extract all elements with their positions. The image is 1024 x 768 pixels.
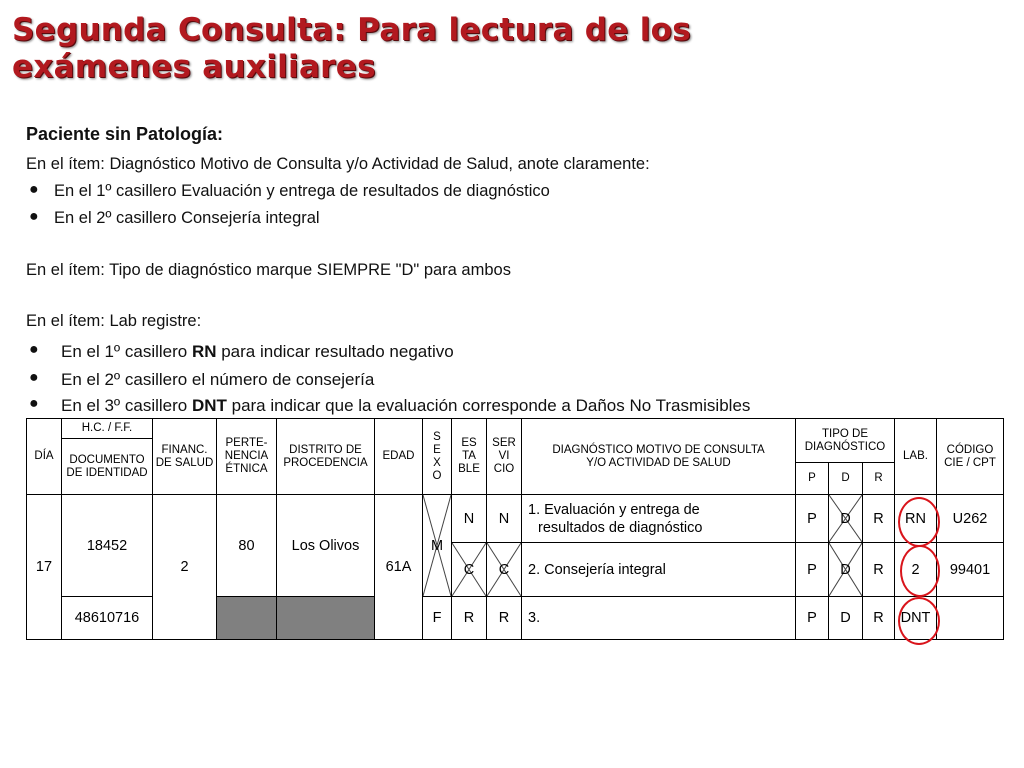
cell-lab: RN — [895, 495, 937, 543]
slide-title-line-2: exámenes auxiliares — [12, 49, 376, 85]
cell-pertenencia: 80 — [217, 495, 277, 597]
header-tipo-r: R — [863, 463, 895, 495]
cell-distrito: Los Olivos — [277, 495, 375, 597]
cell-diagnostico: 3. — [522, 597, 796, 640]
bullet-text: En el 2º casillero el número de consejería — [61, 370, 375, 389]
cell-diagnostico: 2. Consejería integral — [522, 543, 796, 597]
cell-d: D — [829, 543, 863, 597]
header-pertenencia: PERTE-NENCIA ÉTNICA — [217, 419, 277, 495]
cell-r: R — [863, 543, 895, 597]
instruction-tipo-diagnostico: En el ítem: Tipo de diagnóstico marque SIEMPRE "D" para ambos — [26, 261, 511, 279]
bullet-icon: ● — [29, 341, 39, 358]
instruction-lab: En el ítem: Lab registre: — [26, 312, 202, 330]
cell-r: R — [863, 495, 895, 543]
bullet-icon: ● — [29, 208, 39, 225]
header-sexo: S E X O — [423, 419, 452, 495]
cell-documento: 48610716 — [62, 597, 153, 640]
header-tipo-p: P — [796, 463, 829, 495]
cell-estab: R — [452, 597, 487, 640]
header-financ: FINANC. DE SALUD — [153, 419, 217, 495]
his-form — [26, 418, 1004, 640]
cell-serv: R — [487, 597, 522, 640]
cell-p: P — [796, 543, 829, 597]
cell-lab: DNT — [895, 597, 937, 640]
cell-sexo-m: M — [423, 495, 452, 597]
header-codigo: CÓDIGO CIE / CPT — [937, 419, 1004, 495]
bullet-icon: ● — [29, 369, 39, 386]
cell-financ: 2 — [153, 495, 217, 640]
cell-codigo: U262 — [937, 495, 1004, 543]
cell-sexo-f: F — [423, 597, 452, 640]
header-diagnostico: DIAGNÓSTICO MOTIVO DE CONSULTA Y/O ACTIVIDAD DE SALUD — [522, 419, 796, 495]
bullet-text: En el 3º casillero DNT para indicar que la evaluación corresponde a Daños No Trasmisibles — [61, 396, 751, 415]
cell-serv: C — [487, 543, 522, 597]
bullet-icon: ● — [29, 395, 39, 412]
header-dia: DÍA — [27, 419, 62, 495]
table-row — [27, 495, 1004, 543]
cell-distrito-empty — [277, 597, 375, 640]
cell-r: R — [863, 597, 895, 640]
cell-p: P — [796, 597, 829, 640]
header-documento: DOCUMENTO DE IDENTIDAD — [62, 439, 153, 495]
bullet-text: En el 1º casillero RN para indicar resultado negativo — [61, 342, 454, 361]
slide-title-line-1: Segunda Consulta: Para lectura de los — [12, 12, 691, 48]
bullet-text: En el 2º casillero Consejería integral — [54, 209, 320, 227]
cell-d: D — [829, 597, 863, 640]
slide-title — [12, 12, 712, 86]
header-lab: LAB. — [895, 419, 937, 495]
header-tipo-d: D — [829, 463, 863, 495]
bullet-text: En el 1º casillero Evaluación y entrega de resultados de diagnóstico — [54, 182, 550, 200]
cell-hc: 18452 — [62, 495, 153, 597]
cell-p: P — [796, 495, 829, 543]
cell-pertenencia-empty — [217, 597, 277, 640]
header-distrito: DISTRITO DE PROCEDENCIA — [277, 419, 375, 495]
cell-dia: 17 — [27, 495, 62, 640]
cell-serv: N — [487, 495, 522, 543]
cell-estab: N — [452, 495, 487, 543]
instruction-diagnostico: En el ítem: Diagnóstico Motivo de Consulta y/o Actividad de Salud, anote claramente: — [26, 155, 650, 173]
cell-codigo — [937, 597, 1004, 640]
cell-codigo: 99401 — [937, 543, 1004, 597]
cell-estab: C — [452, 543, 487, 597]
cell-edad: 61A — [375, 495, 423, 640]
header-hc: H.C. / F.F. — [62, 419, 153, 439]
his-form-table — [26, 418, 1004, 640]
cell-d: D — [829, 495, 863, 543]
header-tipo-diagnostico: TIPO DE DIAGNÓSTICO — [796, 419, 895, 463]
instructions-heading: Paciente sin Patología: — [26, 124, 224, 144]
bullet-icon: ● — [29, 181, 39, 198]
cell-diagnostico: 1. Evaluación y entrega de resultados de diagnóstico — [522, 495, 796, 543]
header-establecimiento: ES TA BLE — [452, 419, 487, 495]
header-servicio: SER VI CIO — [487, 419, 522, 495]
header-edad: EDAD — [375, 419, 423, 495]
cell-lab: 2 — [895, 543, 937, 597]
